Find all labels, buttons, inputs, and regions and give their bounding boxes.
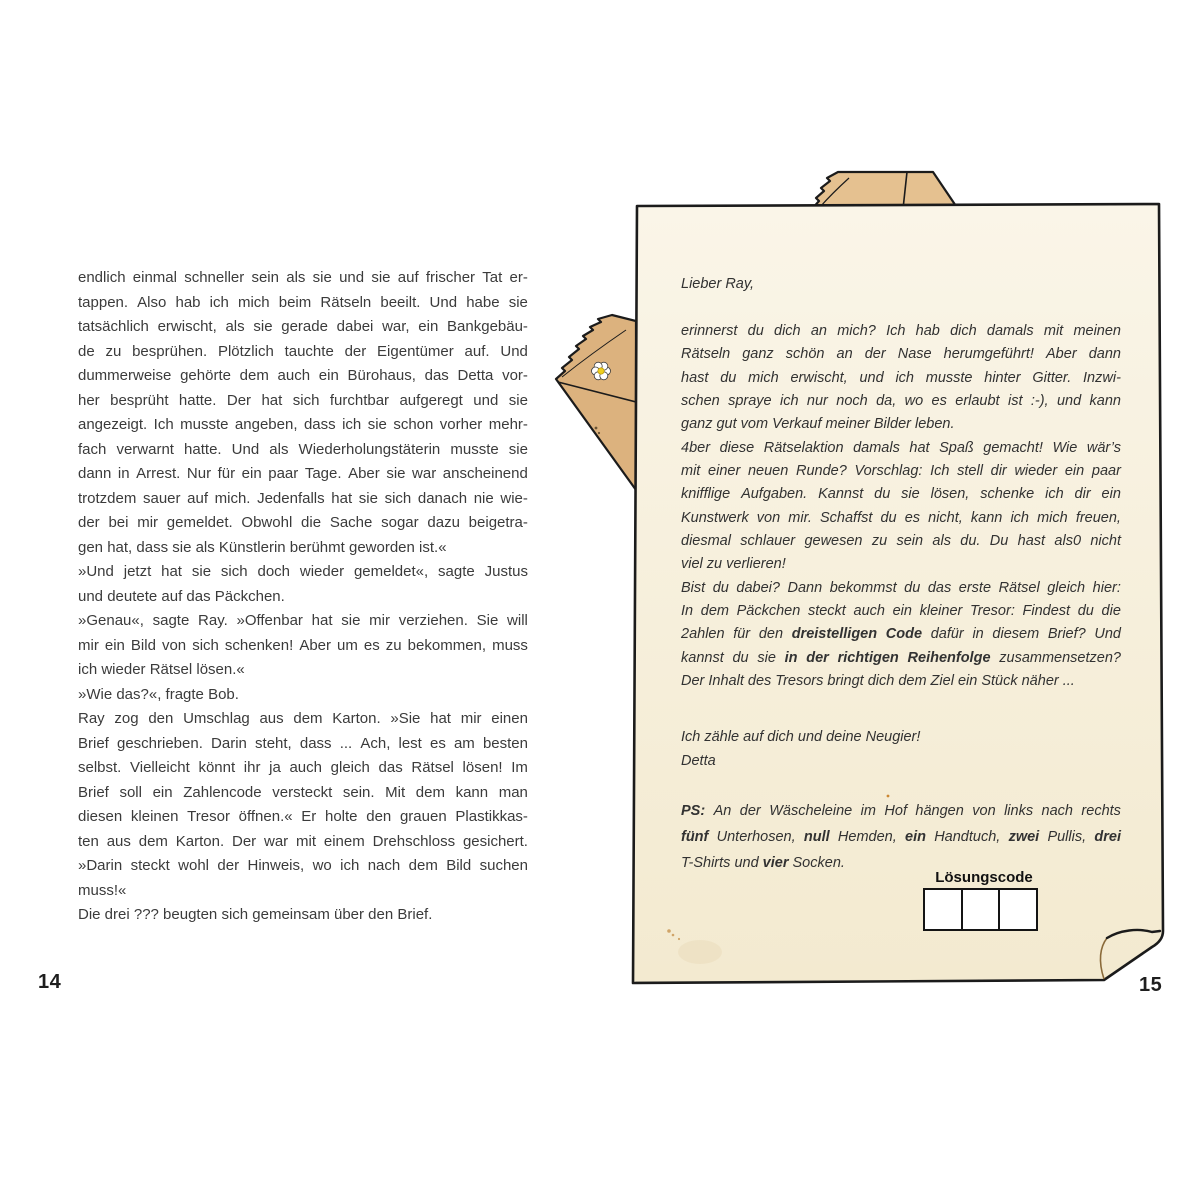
- text-line: diesmal schlauer gewesen zu sein als du. Du hast als0 nicht: [681, 533, 1121, 550]
- text-line: mit einer neuen Runde? Vorschlag: Ich stell dir wieder ein paar: [681, 463, 1121, 480]
- text-line: Lieber Ray,: [681, 276, 755, 292]
- text-line: viel zu verlieren!: [681, 556, 786, 573]
- text-line: Die drei ??? beugten sich gemeinsam über den Brief.: [78, 906, 433, 923]
- text-line: Rätseln ganz schön an der Nase herumgeführt! Aber dann: [681, 346, 1121, 363]
- text-line: tappen. Also hab ich mich beim Rätseln beeilt. Und habe sie: [78, 293, 528, 311]
- text-line: Ich zähle auf dich und deine Neugier!: [681, 729, 921, 745]
- text-line: kannst du sie in der richtigen Reihenfolge zusammensetzen?: [681, 649, 1121, 666]
- text-line: ich wieder Rätsel lösen.«: [78, 661, 245, 678]
- code-box: [998, 888, 1038, 931]
- text-line: Kunstwerk von mir. Schaffst du es nicht, kann ich mich freuen,: [681, 509, 1121, 526]
- text-line: hast du mich erwischt, und ich musste hinter Gitter. Inzwi-: [681, 369, 1121, 386]
- letter-postscript: [681, 798, 1121, 876]
- page-left-text: [78, 266, 528, 928]
- text-line: dann in Arrest. Nur für ein paar Tage. Aber sie war anscheinend: [78, 465, 528, 482]
- page-number-left: 14: [38, 971, 62, 993]
- text-line: »Und jetzt hat sie sich doch wieder gemeldet«, sagte Justus: [78, 563, 528, 580]
- text-line: endlich einmal schneller sein als sie und sie auf frischer Tat er-: [78, 269, 528, 286]
- letter-closing: [681, 726, 1121, 773]
- text-line: gen hat, dass sie als Künstlerin berühmt geworden ist.«: [78, 538, 447, 556]
- code-box: [923, 888, 963, 931]
- text-line: der bei mir gemeldet. Obwohl die Sache sogar dazu beigetra-: [78, 514, 528, 531]
- text-line: Brief geschrieben. Darin steht, dass ... Ach, lest es am besten: [78, 734, 528, 752]
- text-line: In dem Päckchen steckt auch ein kleiner Tresor: Findest du die: [681, 603, 1121, 620]
- text-line: tatsächlich erwischt, als sie gerade dabei war, ein Bankgebäu-: [78, 318, 528, 335]
- text-line: fünf Unterhosen, null Hemden, ein Handtuch, zwei Pullis, drei: [681, 829, 1121, 845]
- text-line: muss!«: [78, 881, 127, 899]
- text-line: ganz gut vom Verkauf meiner Bilder leben.: [681, 416, 955, 433]
- text-line: her besprüht hatte. Der hat sich furchtbar aufgeregt und sie: [78, 391, 528, 409]
- letter-greeting: [681, 273, 1121, 296]
- text-line: »Wie das?«, fragte Bob.: [78, 685, 239, 703]
- text-line: T-Shirts und vier Socken.: [681, 855, 845, 871]
- text-line: »Darin steckt wohl der Hinweis, wo ich nach dem Bild suchen: [78, 857, 528, 874]
- text-line: schen spraye ich nur noch da, wo es erlaubt ist :-), und kann: [681, 393, 1121, 410]
- code-box: [961, 888, 1001, 931]
- text-line: erinnerst du dich an mich? Ich hab dich damals mit meinen: [681, 323, 1121, 339]
- text-line: Brief soll ein Zahlencode versteckt sein. Mit dem kann man: [78, 783, 528, 801]
- envelope-top: [812, 172, 958, 209]
- text-line: 2ahlen für den dreistelligen Code dafür in diesem Brief? Und: [681, 626, 1121, 643]
- text-line: de zu besprühen. Plötzlich tauchte der Eigentümer auf. Und: [78, 342, 528, 360]
- text-line: »Genau«, sagte Ray. »Offenbar hat sie mir verziehen. Sie will: [78, 612, 528, 629]
- text-line: PS: An der Wäscheleine im Hof hängen von links nach rechts: [681, 803, 1121, 819]
- text-line: angezeigt. Ich musste angeben, dass ich sie schon vorher mehr-: [78, 416, 528, 433]
- text-line: trotzdem sauer auf mich. Jedenfalls hat sie sich danach nie wie-: [78, 489, 528, 507]
- text-line: fach verwarnt hatte. Und als Wiederholungstäterin musste sie: [78, 440, 528, 458]
- letter-body: [681, 320, 1121, 694]
- flower-icon: [592, 362, 611, 380]
- text-line: knifflige Aufgaben. Kannst du sie lösen, schenke ich dir ein: [681, 486, 1121, 503]
- speckle: [595, 427, 598, 430]
- envelope-flap-left: [556, 315, 636, 490]
- text-line: diesen kleinen Tresor öffnen.« Er holte den grauen Plastikkas-: [78, 808, 528, 825]
- text-line: Der Inhalt des Tresors bringt dich dem Ziel ein Stück näher ...: [681, 673, 1075, 690]
- page-number-right: 15: [1139, 974, 1163, 996]
- text-line: mir ein Bild von sich schenken! Aber um es zu bekommen, muss: [78, 636, 528, 654]
- text-line: Ray zog den Umschlag aus dem Karton. »Sie hat mir einen: [78, 710, 528, 727]
- text-line: dummerweise gehörte dem auch ein Bürohaus, das Detta vor-: [78, 367, 528, 384]
- text-line: ten aus dem Karton. Der war mit einem Drehschloss gesichert.: [78, 832, 528, 850]
- speckle: [598, 432, 600, 434]
- text-line: Detta: [681, 752, 716, 769]
- text-line: 4ber diese Rätselaktion damals hat Spaß gemacht! Wie wär’s: [681, 439, 1121, 456]
- text-line: selbst. Vielleicht könnt ihr ja auch gleich das Rätsel lösen! Im: [78, 759, 528, 776]
- text-line: Bist du dabei? Dann bekommst du das erste Rätsel gleich hier:: [681, 579, 1121, 596]
- text-line: und deutete auf das Päckchen.: [78, 587, 285, 605]
- solution-code-boxes: [923, 888, 1038, 931]
- solution-code-label: Lösungscode: [935, 869, 1033, 886]
